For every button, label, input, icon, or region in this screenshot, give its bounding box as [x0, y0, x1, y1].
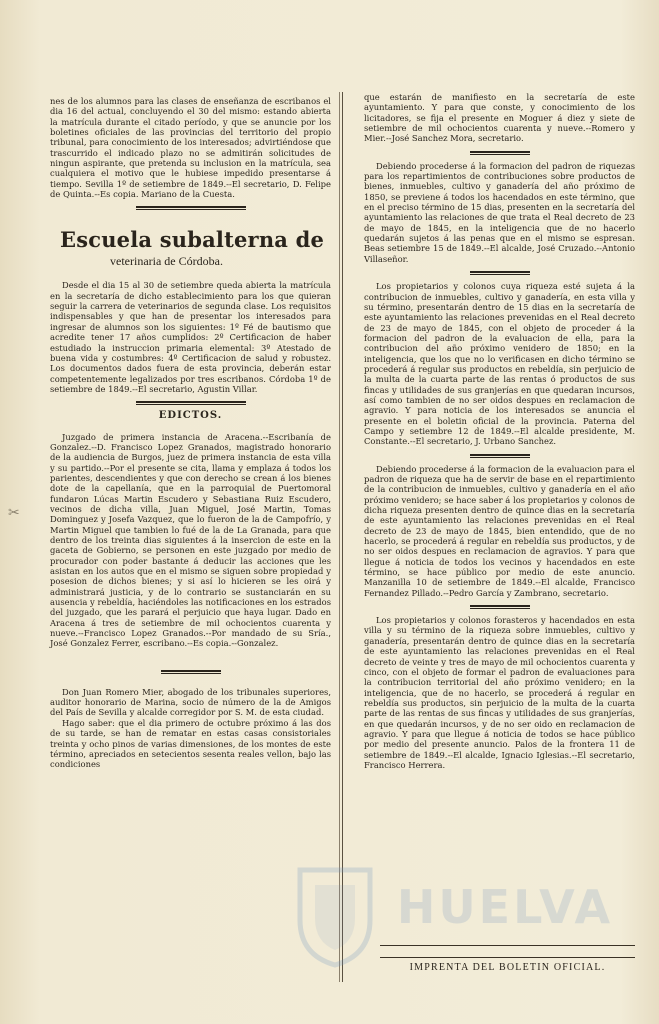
romero-paragraph-1: Don Juan Romero Mier, abogado de los tribunales superiores, auditor honorario de Marina, socio de número de la de Amigos del País de Sevilla y alcalde corregidor por S. M. de esta ciudad. — [50, 686, 331, 718]
romero-paragraph-2: Hago saber: que el dia primero de octubre próximo á las dos de su tarde, se han de rematar en estas casas consistoriales treinta y ocho pinos de varias dimensiones, de los montes de este término, apreciados en setecientos sesenta reales vellon, bajo las condiciones — [50, 717, 331, 770]
intro-paragraph: nes de los alumnos para las clases de enseñanza de escribanos el dia 16 del actual, concluyendo el 30 del mismo: estando abierta la matrícula durante el citado período, y que se anuncie por los boletines oficiales de las provincias del territorio del propio tribunal, para conocimiento de los interesados; advirtiéndose que trascurrido el indicado plazo no se admitirán solicitudes de ningun aspirante, que pretenda su inclusion en la matrícula, sea cualquiera el motivo que le hubiese impedido presentarse á tiempo. Sevilla 1º de setiembre de 1849.--El secretario, D. Felipe de Quinta.--Es copia. Mariano de la Cuesta. — [50, 96, 331, 200]
continuation-paragraph: que estarán de manifiesto en la secretaría de este ayuntamiento. Y para que conste, y conocimiento de los licitadores, se fija el presente en Moguer á diez y siete de setiembre de mil ochocientos cuarenta y nueve.--Romero y Mier.--José Sanchez Mora, secretario. — [364, 92, 635, 144]
left-column — [50, 96, 331, 770]
section-rule — [136, 206, 246, 210]
section-rule — [470, 151, 530, 155]
edictos-heading: EDICTOS. — [158, 410, 223, 422]
section-rule — [470, 605, 530, 609]
escuela-subtitle: veterinaria de Córdoba. — [110, 254, 223, 269]
escuela-title: Escuela subalterna de — [60, 227, 325, 253]
spacer — [50, 680, 331, 687]
palos-paragraph: Los propietarios y colonos forasteros y hacendados en esta villa y su término de la riqueza sobre inmuebles, cultivo y ganadería, presentarán dentro de quince dias en la secretaría de este ayuntamiento las relaciones prevenidas en el Real decreto de veinte y tres de mayo de mil ochocientos cuarenta y cinco, con el objeto de formar el padron de evaluaciones para la contribucion territorial del año próximo venidero; en la inteligencia, que de no hacerlo, se procederá á regular en rebeldía sus productos, sin perjuicio de la multa de la cuarta parte de las rentas de sus fincas y utilidades de sus granjerías, en que quedarán incursos, y de no ser oido en reclamacion de agravio. Y para que llegue á noticia de todos se hace público por medio del presente anuncio. Palos de la frontera 11 de setiembre de 1849.--El alcalde, Ignacio Iglesias.--El secretario, Francisco Herrera. — [364, 615, 635, 770]
section-rule — [136, 401, 246, 405]
section-rule — [470, 271, 530, 275]
section-rule — [470, 454, 530, 458]
escuela-paragraph: Desde el dia 15 al 30 de setiembre queda abierta la matrícula en la secretaría de dicho establecimiento para los que quieran seguir la carrera de veterinarios de segunda clase. Los requisitos indispensables y que han de presentar los interesados para ingresar de alumnos son los siguientes: 1º Fé de bautismo que acredite tener 17 años cumplidos: 2º Certificacion de haber estudiado la instruccion primaria elemental: 3º Atestado de buena vida y costumbres: 4º Certificacion de salud y robustez. Los documentos dados fuera de esta provincia, deberán estar competentemente legalizados por tres escribanos. Córdoba 1º de setiembre de 1849.--El secretario, Agustin Villar. — [50, 280, 331, 394]
manzanilla-paragraph: Debiendo procederse á la formacion de la evaluacion para el padron de riqueza que ha de servir de base en el repartimiento de la contribucion de inmuebles, cultivo y ganadería en el año próximo venidero; se hace saber á los propietarios y colonos de dicha riqueza presenten dentro de quince dias en la secretaría de este ayuntamiento las relaciones prevenidas en el Real decreto de 23 de mayo de 1845, bien entendido, que de no hacerlo, se procederá á regular en rebeldía sus productos, y de no ser oidos despues en reclamacion de agravios. Y para que llegue á noticia de todos los vecinos y hacendados en este término, se hace público por medio de este anuncio. Manzanilla 10 de setiembre de 1849.--El alcalde, Francisco Fernandez Pillado.--Pedro García y Zambrano, secretario. — [364, 463, 635, 598]
watermark-text: HUELVA — [396, 880, 614, 934]
column-divider — [342, 92, 343, 982]
paterna-paragraph: Los propietarios y colonos cuya riqueza esté sujeta á la contribucion de inmuebles, cultivo y ganadería, en esta villa y su término, presentarán dentro de 15 dias en la secretaría de este ayuntamiento las relaciones prevenidas en el Real decreto de 23 de mayo de 1845, con el objeto de proceder á la formacion del padron de la evaluacion de ella, para la contribucion del año próximo venidero de 1850; en la inteligencia, que los que no lo verificasen en dicho término se procederá á regular sus productos en rebeldía, sin perjuicio de la multa de la cuarta parte de las rentas ó productos de sus fincas y utilidades de sus granjerías en que quedaran incursos, así como tambien de no ser oidos despues en reclamacion de agravio. Y para noticia de los interesados se anuncia el presente en el boletin oficial de la provincia. Paterna del Campo y setiembre 12 de 1849.--El alcalde presidente, M. Constante.--El secretario, J. Urbano Sanchez. — [364, 281, 635, 447]
section-rule — [161, 670, 221, 674]
villaseca-paragraph: Debiendo procederse á la formacion del padron de riquezas para los repartimientos de contribuciones sobre productos de bienes, inmuebles, cultivo y ganadería del año próximo de 1850, se previene á todos los hacendados en este término, que en el preciso término de 15 dias, presenten en la secretaría del ayuntamiento las relaciones de que trata el Real decreto de 23 de mayo de 1845, en la inteligencia que de no hacerlo quedarán sujetos á las penas que en el mismo se espresan. Beas setiembre 15 de 1849.--El alcalde, José Cruzado.--Antonio Villaseñor. — [364, 160, 635, 264]
scissors-mark-icon: ✂ — [8, 505, 20, 521]
aracena-paragraph: Juzgado de primera instancia de Aracena.--Escribanía de Gonzalez.--D. Francisco Lopez Granados, magistrado honorario de la audiencia de Burgos, juez de primera instancia de esta villa y su partido.--Por el presente se cita, llama y emplaza á todos los parientes, descendientes y que con derecho se crean á los bienes dote de la capellanía, que en la parroquial de Puertomoral fundaron Lúcas Martin Escudero y Sebastiana Ruiz Escudero, vecinos de dicha villa, Juan Miguel, José Martin, Tomas Dominguez y Josefa Vazquez, que lo fueron de la de Campofrío, y Martin Miguel que tambien lo fué de la de La Granada, para que dentro de los treinta dias siguientes á la insercion de este en la gaceta de Gobierno, se personen en este juzgado por medio de procurador con poder bastante á deducir las acciones que les asistan en los autos que en el mismo se siguen sobre propiedad y posesion de dichos bienes; y si así lo hicieren se les oirá y administrará justicia, y de lo contrario se sustanciarán en su ausencia y rebeldía, haciéndoles las notificaciones en los estrados del juzgado, que les parará el perjuicio que haya lugar. Dado en Aracena á tres de setiembre de mil ochocientos cuarenta y nueve.--Francisco Lopez Granados.--Por mandado de su Sría., José Gonzalez Ferrer, escribano.--Es copia.--Gonzalez. — [50, 431, 331, 649]
imprenta-rule — [380, 945, 635, 946]
column-divider-inner — [339, 92, 340, 982]
spacer — [50, 649, 331, 663]
imprenta-footer: IMPRENTA DEL BOLETIN OFICIAL. — [380, 957, 635, 973]
right-column — [364, 92, 635, 770]
